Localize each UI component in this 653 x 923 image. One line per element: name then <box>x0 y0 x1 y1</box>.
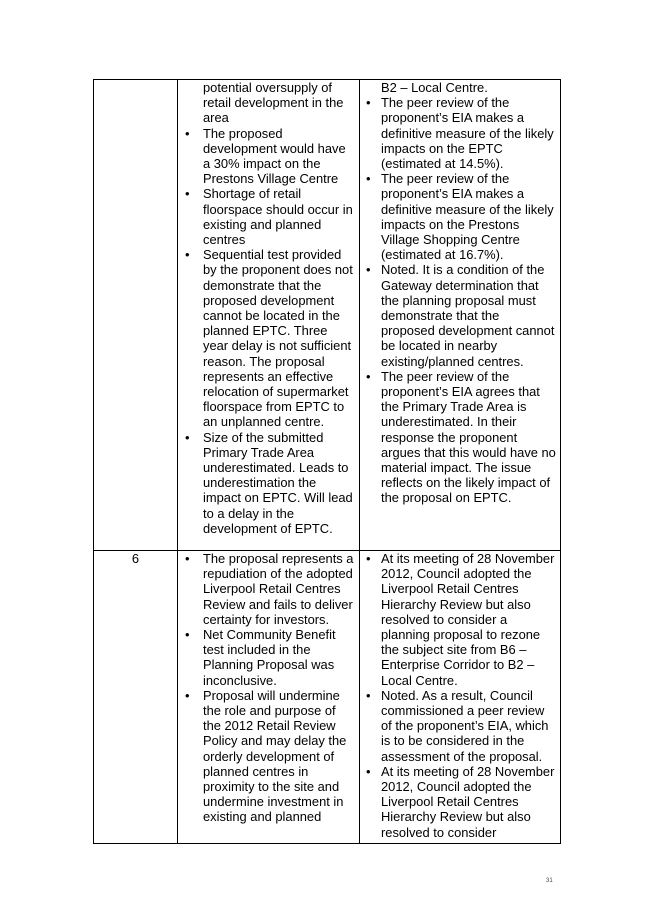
response-item: • The peer review of the proponent’s EIA agrees that the Primary Trade Area is underestimated. In their response the proponent argues that this would have no material impact. The issue reflects on the likely impact of the proposal on EPTC. <box>360 369 556 506</box>
issue-item: • The proposed development would have a 30% impact on the Prestons Village Centre <box>178 126 355 187</box>
response-item: • The peer review of the proponent’s EIA makes a definitive measure of the likely impacts on the Prestons Village Shopping Centre (estimated at 16.7%). <box>360 171 556 262</box>
table-row <box>94 551 561 844</box>
issues-list <box>178 551 355 825</box>
issues-list <box>178 80 355 536</box>
table-row <box>94 80 561 551</box>
issues-cell <box>178 551 360 844</box>
issue-item: potential oversupply of retail development in the area <box>203 80 344 126</box>
response-item: • Noted. It is a condition of the Gateway determination that the planning proposal must demonstrate that the proposed development cannot be located in nearby existing/planned centres. <box>360 262 556 368</box>
submissions-table <box>93 79 561 844</box>
responses-cell <box>360 80 561 551</box>
issue-item: • Sequential test provided by the proponent does not demonstrate that the proposed development cannot be located in the planned EPTC. Three year delay is not sufficient reason. The proposal represents an effective relocation of supermarket floorspace from EPTC to an unplanned centre. <box>178 247 355 429</box>
responses-list <box>360 551 556 840</box>
response-item: B2 – Local Centre. <box>381 80 488 95</box>
responses-cell <box>360 551 561 844</box>
issue-item: • Net Community Benefit test included in the Planning Proposal was inconclusive. <box>178 627 355 688</box>
responses-list <box>360 80 556 506</box>
issues-cell <box>178 80 360 551</box>
issue-item: • Size of the submitted Primary Trade Area underestimated. Leads to underestimation the impact on EPTC. Will lead to a delay in the development of EPTC. <box>178 430 355 536</box>
issue-item: • The proposal represents a repudiation of the adopted Liverpool Retail Centres Review and fails to deliver certainty for investors. <box>178 551 355 627</box>
response-item: • Noted. As a result, Council commissioned a peer review of the proponent’s EIA, which is to be considered in the assessment of the proposal. <box>360 688 556 764</box>
response-item: • At its meeting of 28 November 2012, Council adopted the Liverpool Retail Centres Hierarchy Review but also resolved to consider <box>360 764 556 840</box>
row-number <box>94 80 178 551</box>
issue-item: • Proposal will undermine the role and purpose of the 2012 Retail Review Policy and may delay the orderly development of planned centres in proximity to the site and undermine investment in existing and planned <box>178 688 355 825</box>
page-number: 31 <box>546 878 553 884</box>
response-item: • At its meeting of 28 November 2012, Council adopted the Liverpool Retail Centres Hierarchy Review but also resolved to consider a planning proposal to rezone the subject site from B6 – Enterprise Corridor to B2 – Local Centre. <box>360 551 556 688</box>
response-item: • The peer review of the proponent’s EIA makes a definitive measure of the likely impacts on the EPTC (estimated at 14.5%). <box>360 95 556 171</box>
row-number: 6 <box>94 551 178 844</box>
issue-item: • Shortage of retail floorspace should occur in existing and planned centres <box>178 186 355 247</box>
